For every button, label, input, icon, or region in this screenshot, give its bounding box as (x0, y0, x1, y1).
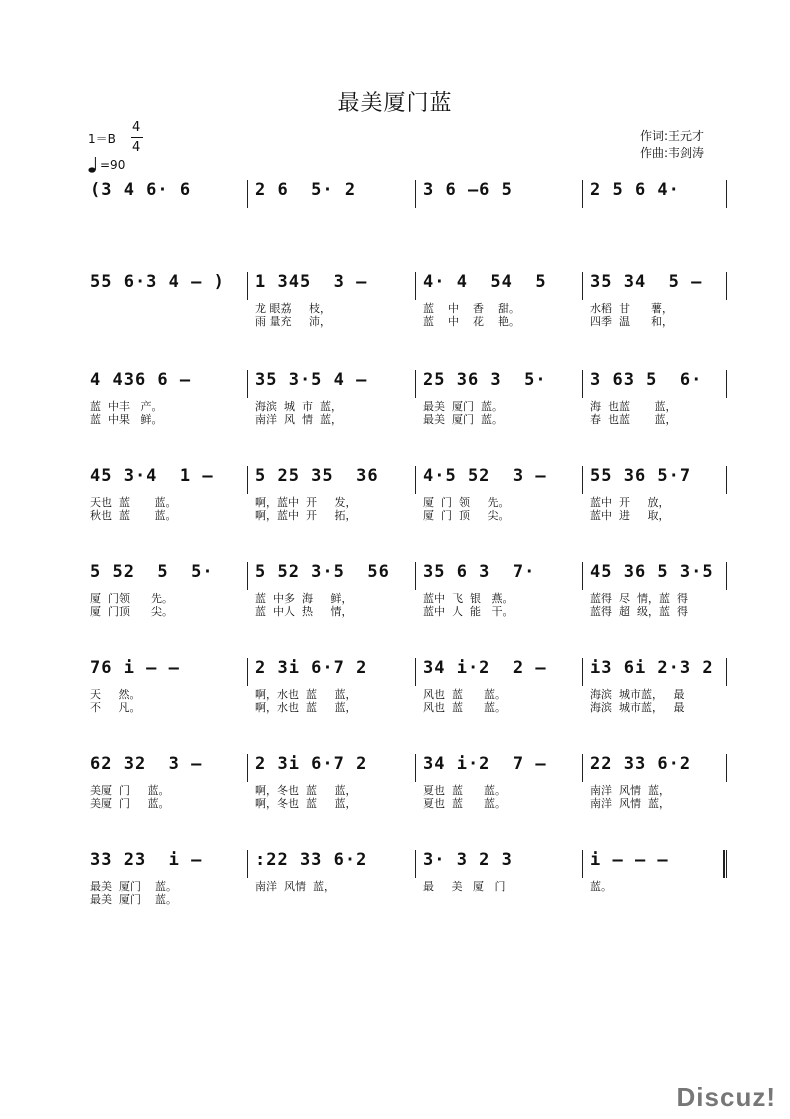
lyric-line-1: 蓝 中 香 甜。 (423, 302, 520, 315)
measure-notes: 33 23 i – (90, 850, 203, 870)
staff-system (84, 272, 728, 342)
bar-line (247, 272, 248, 300)
bar-line (726, 562, 727, 590)
bar-line (415, 370, 416, 398)
bar-line (582, 370, 583, 398)
measure-notes: 2 3i 6·7 2 (255, 754, 368, 774)
bar-line (415, 466, 416, 494)
measure-notes: 35 3·5 4 – (255, 370, 368, 390)
bar-line (247, 754, 248, 782)
bar-line (582, 562, 583, 590)
lyric-line-1: 最美 厦门 蓝。 (423, 400, 503, 413)
measure-notes: 55 36 5·7 (590, 466, 692, 486)
bar-line (415, 562, 416, 590)
measure-notes: 35 6 3 7· (423, 562, 536, 582)
lyric-line-1: 啊，水也 蓝 蓝， (255, 688, 357, 701)
lyric-line-2: 蓝 中果 鲜。 (90, 413, 163, 426)
lyric-line-1: 海 也蓝 蓝， (590, 400, 677, 413)
bar-line (247, 466, 248, 494)
lyric-line-2: 蓝中 进 取， (590, 509, 670, 522)
measure-notes: 45 36 5 3·5 (590, 562, 714, 582)
bar-line (726, 754, 727, 782)
bar-line (415, 658, 416, 686)
quarter-note-icon (88, 156, 98, 178)
lyric-line-1: 啊，蓝中 开 发， (255, 496, 357, 509)
lyric-line-1: 蓝 中丰 产。 (90, 400, 163, 413)
lyric-line-1: 南洋 风情 蓝， (590, 784, 670, 797)
lyric-line-2: 秋也 蓝 蓝。 (90, 509, 177, 522)
lyric-line-2: 雨 量充 沛， (255, 315, 331, 328)
measure-notes: :22 33 6·2 (255, 850, 368, 870)
bar-line (247, 850, 248, 878)
key-signature: 1＝B (88, 132, 116, 146)
bar-line (582, 466, 583, 494)
measure-notes: 25 36 3 5· (423, 370, 547, 390)
staff-system (84, 370, 728, 440)
watermark: Discuz! (676, 1082, 776, 1112)
measure-notes: 3· 3 2 3 (423, 850, 513, 870)
lyric-line-2: 最美 厦门 蓝。 (90, 893, 177, 906)
measure-notes: 5 25 35 36 (255, 466, 379, 486)
lyric-line-2: 风也 蓝 蓝。 (423, 701, 506, 714)
lyric-line-1: 蓝得 尽 情，蓝 得 (590, 592, 688, 605)
lyric-line-2: 蓝 中人 热 情， (255, 605, 353, 618)
bar-line (726, 658, 727, 686)
staff-system (84, 562, 728, 632)
measure-notes: 62 32 3 – (90, 754, 203, 774)
measure-notes: (3 4 6· 6 (90, 180, 192, 200)
staff-system (84, 850, 728, 920)
lyric-line-1: 风也 蓝 蓝。 (423, 688, 506, 701)
lyric-line-2: 不 凡。 (90, 701, 141, 714)
lyric-line-1: 天 然。 (90, 688, 141, 701)
bar-line (247, 562, 248, 590)
composer: 作曲:韦剑涛 (639, 146, 704, 160)
measure-notes: 34 i·2 2 – (423, 658, 547, 678)
lyric-line-1: 厦 门领 先。 (90, 592, 173, 605)
lyric-line-1: 南洋 风情 蓝， (255, 880, 335, 893)
lyric-line-2: 夏也 蓝 蓝。 (423, 797, 506, 810)
bar-line (726, 272, 727, 300)
lyric-line-1: 最 美 厦 门 (423, 880, 506, 893)
lyric-line-1: 夏也 蓝 蓝。 (423, 784, 506, 797)
time-signature-top: 4 (132, 120, 141, 135)
measure-notes: 2 6 5· 2 (255, 180, 357, 200)
measure-notes: 3 6 –6 5 (423, 180, 513, 200)
bar-line (247, 658, 248, 686)
measure-notes: 4·5 52 3 – (423, 466, 547, 486)
lyric-line-1: 蓝 中多 海 鲜， (255, 592, 353, 605)
measure-notes: 35 34 5 – (590, 272, 703, 292)
staff-system (84, 658, 728, 728)
lyric-line-2: 南洋 风 情 蓝， (255, 413, 342, 426)
staff-system (84, 180, 728, 250)
measure-notes: 5 52 3·5 56 (255, 562, 390, 582)
lyric-line-2: 南洋 风情 蓝， (590, 797, 670, 810)
measure-notes: 4 436 6 – (90, 370, 192, 390)
bar-line (582, 754, 583, 782)
final-bar-line (723, 850, 725, 878)
bar-line (726, 466, 727, 494)
time-signature-line (131, 137, 143, 138)
lyric-line-2: 四季 温 和， (590, 315, 673, 328)
bar-line (726, 370, 727, 398)
lyric-line-1: 天也 蓝 蓝。 (90, 496, 177, 509)
measure-notes: 3 63 5 6· (590, 370, 703, 390)
lyric-line-2: 啊，水也 蓝 蓝， (255, 701, 357, 714)
measure-notes: 45 3·4 1 – (90, 466, 214, 486)
lyric-line-2: 啊，蓝中 开 拓， (255, 509, 357, 522)
bar-line (582, 272, 583, 300)
lyric-line-2: 春 也蓝 蓝， (590, 413, 677, 426)
lyric-line-1: 啊，冬也 蓝 蓝， (255, 784, 357, 797)
lyric-line-1: 蓝中 开 放， (590, 496, 670, 509)
lyric-line-1: 海滨 城市蓝， 最 (590, 688, 685, 701)
measure-notes: 4· 4 54 5 (423, 272, 547, 292)
bar-line (415, 754, 416, 782)
bar-line (726, 850, 727, 878)
lyricist: 作词:王元才 (639, 129, 704, 143)
staff-system (84, 466, 728, 536)
time-signature-bottom: 4 (132, 140, 141, 155)
lyric-line-2: 厦 门 顶 尖。 (423, 509, 510, 522)
bar-line (582, 180, 583, 208)
lyric-line-1: 水稻 甘 薯， (590, 302, 673, 315)
lyric-line-2: 海滨 城市蓝， 最 (590, 701, 685, 714)
lyric-line-1: 厦 门 领 先。 (423, 496, 510, 509)
measure-notes: 22 33 6·2 (590, 754, 692, 774)
measure-notes: 55 6·3 4 – ) (90, 272, 225, 292)
tempo-marking: =90 (100, 158, 126, 172)
lyric-line-1: 最美 厦门 蓝。 (90, 880, 177, 893)
lyric-line-1: 美厦 门 蓝。 (90, 784, 170, 797)
lyric-line-2: 最美 厦门 蓝。 (423, 413, 503, 426)
lyric-line-1: 海滨 城 市 蓝， (255, 400, 342, 413)
lyric-line-2: 蓝得 超 级，蓝 得 (590, 605, 688, 618)
lyric-line-2: 蓝 中 花 艳。 (423, 315, 520, 328)
bar-line (726, 180, 727, 208)
measure-notes: 76 i – – (90, 658, 180, 678)
bar-line (247, 370, 248, 398)
staff-system (84, 754, 728, 824)
bar-line (415, 272, 416, 300)
measure-notes: i – – – (590, 850, 669, 870)
measure-notes: 2 3i 6·7 2 (255, 658, 368, 678)
lyric-line-2: 啊，冬也 蓝 蓝， (255, 797, 357, 810)
measure-notes: 5 52 5 5· (90, 562, 214, 582)
lyric-line-1: 龙 眼荔 枝， (255, 302, 331, 315)
measure-notes: i3 6i 2·3 2 (590, 658, 714, 678)
lyric-line-1: 蓝中 飞 银 燕。 (423, 592, 514, 605)
song-title: 最美厦门蓝 (337, 91, 453, 116)
bar-line (582, 850, 583, 878)
bar-line (415, 180, 416, 208)
lyric-line-2: 美厦 门 蓝。 (90, 797, 170, 810)
lyric-line-2: 厦 门顶 尖。 (90, 605, 173, 618)
measure-notes: 2 5 6 4· (590, 180, 680, 200)
lyric-line-2: 蓝中 人 能 干。 (423, 605, 514, 618)
lyric-line-1: 蓝。 (590, 880, 612, 893)
bar-line (247, 180, 248, 208)
bar-line (415, 850, 416, 878)
measure-notes: 34 i·2 7 – (423, 754, 547, 774)
measure-notes: 1 345 3 – (255, 272, 368, 292)
credits (640, 128, 704, 162)
bar-line (582, 658, 583, 686)
